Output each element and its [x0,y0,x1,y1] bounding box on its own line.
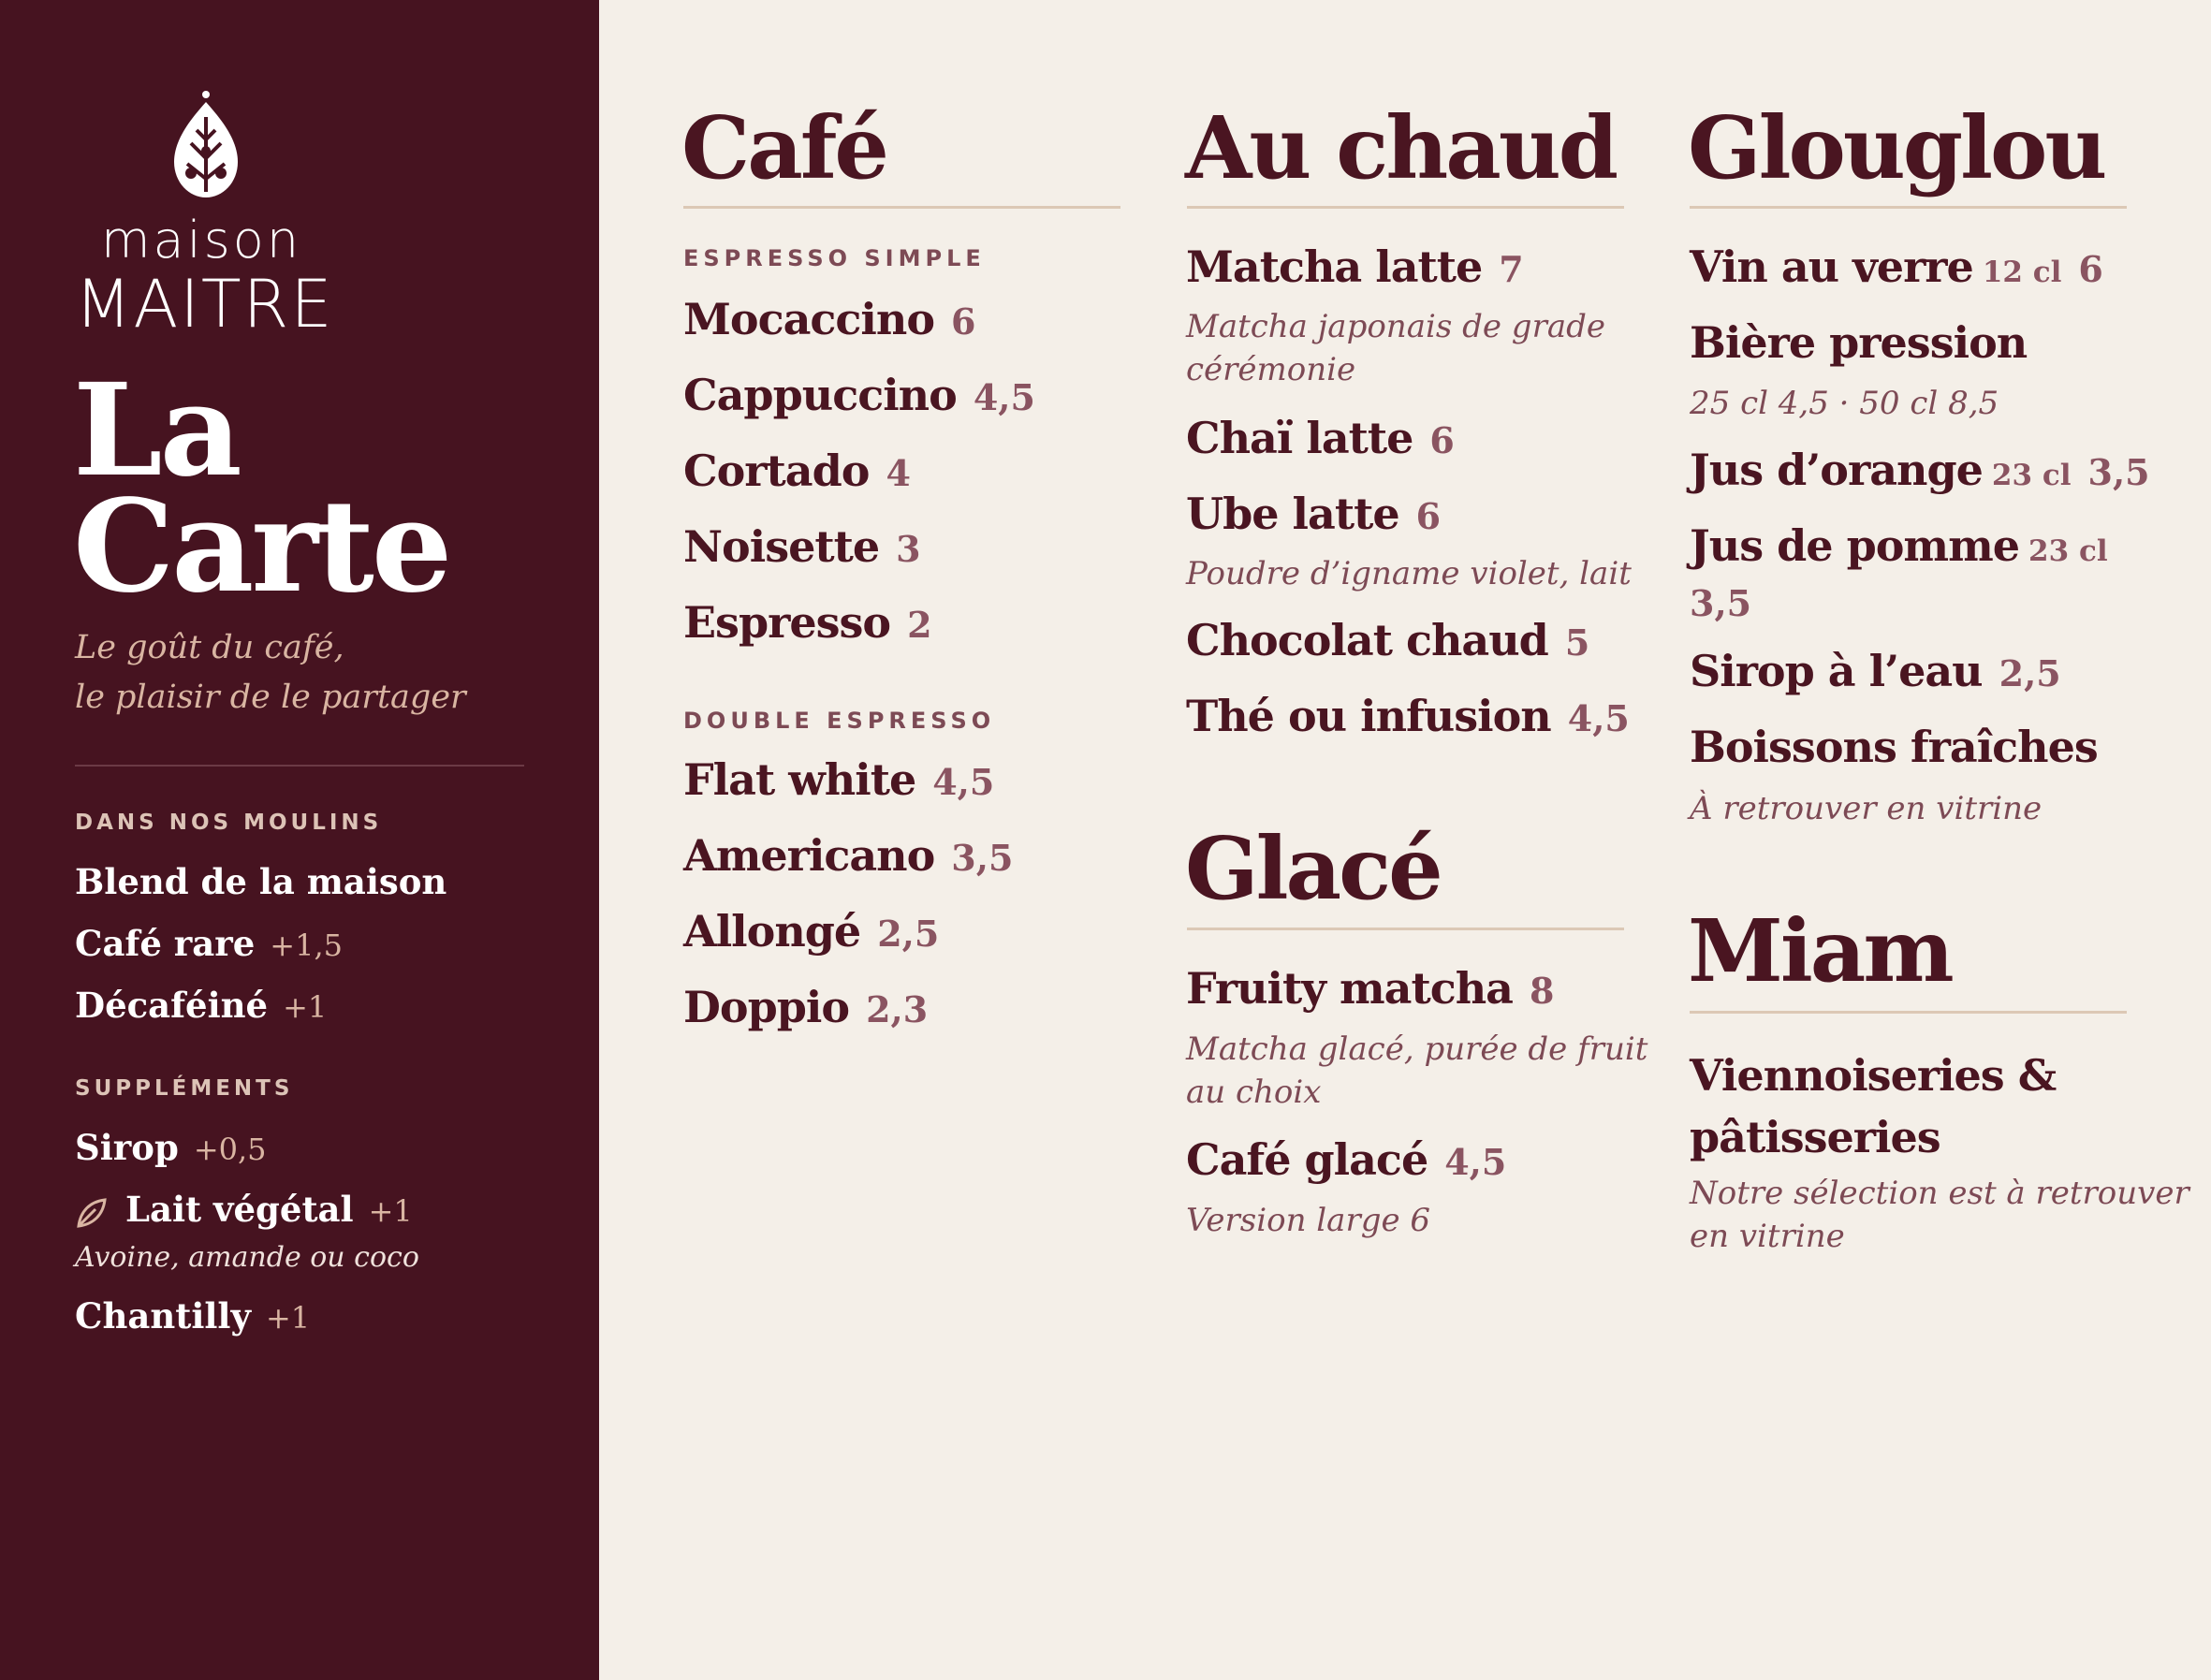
sidebar [0,0,599,1680]
menu-item-description-line: Matcha japonais de grade [1186,308,1605,345]
menu-item-description-line: Poudre d’igname violet, lait [1186,555,1632,592]
supplement-item-name: Sirop [75,1127,179,1168]
menu-item-unit: 23 cl [1991,459,2072,492]
menu-item-price: 2,5 [877,913,940,955]
menu-item-name-line: pâtisseries [1690,1112,1940,1162]
menu-item [1690,520,2108,571]
supplement-note: Avoine, amande ou coco [75,1241,419,1274]
menu-item-name: Jus de pomme [1690,520,2020,571]
menu-item [1690,445,2150,495]
moulins-item-name: Décaféiné [75,985,269,1026]
menu-item [1186,489,1441,539]
menu-item-description-line: Matcha glacé, purée de fruit [1186,1030,1648,1068]
section-divider [683,206,1120,209]
menu-item-description-line: au choix [1186,1074,1322,1111]
menu-item-price: 2,3 [866,988,929,1030]
menu-item-name: Cappuccino [683,370,957,420]
moulins-item-name: Blend de la maison [75,861,447,902]
menu-item-description-line: Version large 6 [1186,1202,1431,1239]
moulins-heading: DANS NOS MOULINS [75,811,383,835]
menu-item-price: 4,5 [932,761,995,803]
menu-item [683,906,939,957]
menu-item-description-line: en vitrine [1690,1218,1845,1255]
menu-item-name: Vin au verre [1690,241,1973,292]
tagline [75,623,466,723]
menu-item [683,446,911,496]
menu-item-description [1186,552,1632,595]
tagline-line2: le plaisir de le partager [75,679,466,716]
menu-item-description [1186,1028,1647,1114]
moulins-item [75,923,343,964]
menu-item-name: Bière pression [1690,317,2028,368]
menu-item [1186,413,1455,463]
menu-item [683,830,1013,881]
menu-item [683,982,928,1032]
menu-item-description-line: 25 cl 4,5 · 50 cl 8,5 [1690,385,1999,422]
menu-item-name: Café glacé [1186,1134,1428,1185]
menu-item-name: Allongé [683,906,861,957]
menu-item-unit: 23 cl [2028,534,2108,568]
menu-item-price: 6 [2078,248,2103,290]
leaf-icon [75,1196,109,1230]
moulins-item [75,861,447,902]
menu-item [683,521,921,572]
supplement-item [75,1127,267,1168]
section-title-au-chaud: Au chaud [1185,97,1617,198]
menu-item-price: 6 [1429,419,1455,461]
section-divider [1187,928,1624,930]
menu-item-price: 3,5 [951,837,1014,879]
section-title-miam: Miam [1688,900,1952,1001]
section-divider [1187,206,1624,209]
brand-word-maitre: MAITRE [75,266,334,343]
menu-item-description [1186,305,1605,391]
menu-item-description [1690,787,2042,830]
menu-item-name: Cortado [683,446,870,496]
menu-item-name: Mocaccino [683,294,935,344]
menu-item [683,754,994,805]
menu-item-name: Boissons fraîches [1690,722,2098,772]
menu-item-price: 6 [951,300,976,343]
menu-item-price: 4,5 [1444,1141,1507,1183]
menu-item [1690,1045,2056,1168]
moulins-item-price: +1,5 [270,928,343,963]
menu-item-name: Matcha latte [1186,241,1483,292]
subsection-heading: ESPRESSO SIMPLE [683,245,986,271]
menu-item-description [1186,1199,1430,1242]
page-title [73,356,450,621]
moulins-item-name: Café rare [75,923,256,964]
subsection-heading: DOUBLE ESPRESSO [683,708,996,734]
menu-item [1690,317,2027,368]
menu-item-price: 2 [907,604,932,646]
menu-item-description-line: cérémonie [1186,351,1356,388]
menu-item-price: 3,5 [2087,451,2150,493]
section-title-glouglou: Glouglou [1688,97,2105,198]
menu-item [683,597,932,648]
menu-item [683,294,976,344]
menu-item [1186,615,1589,665]
page-title-line2: Carte [73,472,450,621]
menu-item [683,370,1035,420]
menu-item-price-wrapped [1690,576,1751,626]
supplement-item [75,1189,413,1230]
supplement-item-name: Chantilly [75,1295,251,1337]
menu-item-price: 5 [1564,621,1590,664]
menu-item [1186,241,1524,292]
brand-word-maison: maison [100,211,302,270]
menu-item-price: 3,5 [1690,582,1752,624]
section-title-glace: Glacé [1185,818,1441,919]
menu-item [1186,1134,1506,1185]
logo-mark-icon [163,89,249,201]
menu-item-name: Espresso [683,597,891,648]
menu-item-price: 4,5 [973,376,1035,418]
menu-item-name: Americano [683,830,935,881]
supplement-item-price: +0,5 [193,1132,267,1167]
menu-item-name: Sirop à l’eau [1690,646,1983,696]
menu-item-price: 3 [896,528,921,570]
menu-item [1690,646,2061,696]
menu-item [1690,722,2098,772]
menu-item-description [1690,1172,2189,1258]
menu-item-description-line: À retrouver en vitrine [1690,790,2043,827]
sidebar-divider [75,765,524,767]
menu-item [1186,691,1630,741]
menu-item-name: Ube latte [1186,489,1399,539]
section-divider [1690,1011,2127,1014]
supplement-item-price: +1 [368,1193,413,1229]
menu-item-price: 4 [886,452,911,494]
menu-item-name: Flat white [683,754,916,805]
menu-item-name: Fruity matcha [1186,963,1513,1014]
supplement-item [75,1295,310,1337]
menu-item-price: 2,5 [1999,652,2061,694]
section-divider [1690,206,2127,209]
menu-item-name: Chaï latte [1186,413,1413,463]
menu-item-name: Thé ou infusion [1186,691,1551,741]
menu-item-price: 6 [1415,495,1442,537]
menu-item [1186,963,1554,1014]
menu-item-description-line: Notre sélection est à retrouver [1690,1175,2189,1212]
supplements-heading: SUPPLÉMENTS [75,1076,294,1101]
tagline-line1: Le goût du café, [75,629,344,666]
menu-item [1690,241,2103,292]
menu-item-description [1690,382,1999,425]
menu-item-price: 7 [1499,248,1524,290]
menu-item-name: Doppio [683,982,850,1032]
menu-item-name: Noisette [683,521,880,572]
menu-item-name: Chocolat chaud [1186,615,1548,665]
supplement-item-price: +1 [265,1300,311,1336]
menu-item-name-line: Viennoiseries & [1690,1050,2057,1101]
page-title-line1: La [73,356,240,505]
menu-item-name: Jus d’orange [1690,445,1983,495]
menu-item-price: 8 [1529,970,1555,1012]
moulins-item [75,985,327,1026]
section-title-cafe: Café [681,97,886,198]
menu-item-price: 4,5 [1567,697,1630,739]
menu-item-unit: 12 cl [1982,256,2062,289]
moulins-item-price: +1 [283,989,328,1025]
supplement-item-name: Lait végétal [125,1189,354,1230]
